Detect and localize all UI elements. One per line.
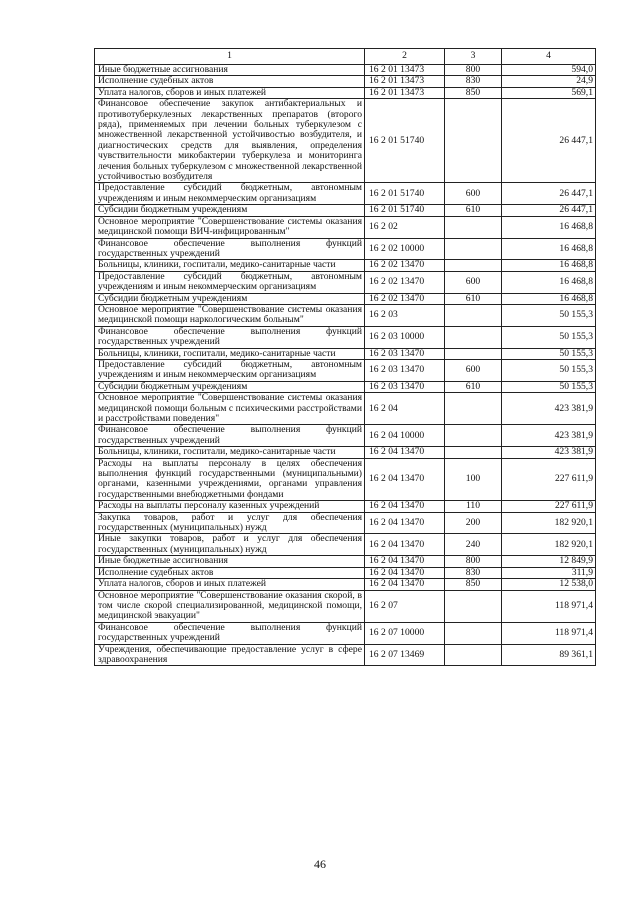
row-code-cell: 16 2 07 10000 <box>365 622 445 644</box>
row-vr-cell <box>445 622 502 644</box>
row-vr-cell <box>445 348 502 359</box>
row-code-cell: 16 2 07 13469 <box>365 644 445 666</box>
row-amount-cell: 50 155,3 <box>502 348 596 359</box>
row-name-cell: Исполнение судебных актов <box>95 567 365 578</box>
row-code-cell: 16 2 01 51740 <box>365 205 445 216</box>
row-amount-cell: 26 447,1 <box>502 205 596 216</box>
col-header-name: 1 <box>95 49 365 65</box>
table-row <box>95 326 596 348</box>
row-amount-cell: 423 381,9 <box>502 447 596 458</box>
row-amount-cell: 182 920,1 <box>502 534 596 556</box>
table-row <box>95 359 596 381</box>
row-name-cell: Основное мероприятие "Совершенствование системы оказания медицинской помощи наркологическим больным" <box>95 304 365 326</box>
row-vr-cell <box>445 216 502 238</box>
row-code-cell: 16 2 03 13470 <box>365 348 445 359</box>
row-amount-cell: 26 447,1 <box>502 99 596 183</box>
row-amount-cell: 182 920,1 <box>502 512 596 534</box>
row-vr-cell <box>445 260 502 271</box>
row-name-cell: Финансовое обеспечение выполнения функций государственных учреждений <box>95 622 365 644</box>
table-row <box>95 556 596 567</box>
row-name-cell: Иные бюджетные ассигнования <box>95 65 365 76</box>
col-header-amount: 4 <box>502 49 596 65</box>
row-vr-cell <box>445 393 502 425</box>
row-vr-cell: 600 <box>445 359 502 381</box>
table-row <box>95 293 596 304</box>
row-vr-cell: 240 <box>445 534 502 556</box>
row-code-cell: 16 2 04 13470 <box>365 501 445 512</box>
table-row <box>95 260 596 271</box>
table-row <box>95 622 596 644</box>
row-name-cell: Субсидии бюджетным учреждениям <box>95 381 365 392</box>
row-vr-cell: 100 <box>445 458 502 501</box>
table-row <box>95 644 596 666</box>
table-row <box>95 65 596 76</box>
row-code-cell: 16 2 01 51740 <box>365 99 445 183</box>
row-vr-cell <box>445 99 502 183</box>
row-amount-cell: 12 849,9 <box>502 556 596 567</box>
row-code-cell: 16 2 04 13470 <box>365 567 445 578</box>
row-name-cell: Основное мероприятие "Совершенствование системы оказания медицинской помощи больным с психическими расстройствами и расстройствами поведения" <box>95 393 365 425</box>
row-vr-cell: 800 <box>445 65 502 76</box>
row-amount-cell: 50 155,3 <box>502 381 596 392</box>
row-name-cell: Основное мероприятие "Совершенствование оказания скорой, в том числе скорой специализированной, медицинской помощи, медицинской эвакуации" <box>95 590 365 622</box>
row-amount-cell: 311,9 <box>502 567 596 578</box>
row-amount-cell: 24,9 <box>502 76 596 87</box>
row-code-cell: 16 2 04 <box>365 393 445 425</box>
row-code-cell: 16 2 03 10000 <box>365 326 445 348</box>
row-amount-cell: 50 155,3 <box>502 304 596 326</box>
row-name-cell: Финансовое обеспечение закупок антибактериальных и противотуберкулезных лекарственных препаратов (второго ряда), применяемых при лечении больных туберкулезом с множественной лекарственной устойчивостью возбудителя, и диагностических средств для выявления, определения чувствительности микобактерии туберкулеза и мониторинга лечения больных туберкулезом с множественной лекарственной устойчивостью возбудителя <box>95 99 365 183</box>
row-code-cell: 16 2 02 13470 <box>365 260 445 271</box>
table-row <box>95 271 596 293</box>
row-name-cell: Субсидии бюджетным учреждениям <box>95 293 365 304</box>
row-vr-cell: 600 <box>445 271 502 293</box>
table-body <box>95 65 596 666</box>
row-vr-cell <box>445 326 502 348</box>
row-amount-cell: 118 971,4 <box>502 590 596 622</box>
table-row <box>95 534 596 556</box>
row-name-cell: Расходы на выплаты персоналу казенных учреждений <box>95 501 365 512</box>
row-code-cell: 16 2 01 13473 <box>365 87 445 98</box>
row-code-cell: 16 2 01 51740 <box>365 183 445 205</box>
row-name-cell: Предоставление субсидий бюджетным, автономным учреждениям и иным некоммерческим организациям <box>95 271 365 293</box>
row-vr-cell: 610 <box>445 381 502 392</box>
row-name-cell: Финансовое обеспечение выполнения функций государственных учреждений <box>95 425 365 447</box>
row-vr-cell: 610 <box>445 205 502 216</box>
row-name-cell: Больницы, клиники, госпитали, медико-санитарные части <box>95 348 365 359</box>
row-amount-cell: 50 155,3 <box>502 326 596 348</box>
row-code-cell: 16 2 03 13470 <box>365 359 445 381</box>
row-amount-cell: 423 381,9 <box>502 393 596 425</box>
row-vr-cell <box>445 590 502 622</box>
row-name-cell: Иные бюджетные ассигнования <box>95 556 365 567</box>
row-name-cell: Уплата налогов, сборов и иных платежей <box>95 579 365 590</box>
row-code-cell: 16 2 02 <box>365 216 445 238</box>
row-amount-cell: 16 468,8 <box>502 293 596 304</box>
row-amount-cell: 594,0 <box>502 65 596 76</box>
row-code-cell: 16 2 04 13470 <box>365 534 445 556</box>
row-code-cell: 16 2 04 10000 <box>365 425 445 447</box>
table-row <box>95 512 596 534</box>
table-header-row <box>95 49 596 65</box>
table-row <box>95 216 596 238</box>
row-code-cell: 16 2 07 <box>365 590 445 622</box>
row-vr-cell <box>445 425 502 447</box>
row-vr-cell: 110 <box>445 501 502 512</box>
row-vr-cell: 830 <box>445 76 502 87</box>
row-name-cell: Субсидии бюджетным учреждениям <box>95 205 365 216</box>
row-code-cell: 16 2 04 13470 <box>365 556 445 567</box>
row-name-cell: Учреждения, обеспечивающие предоставление услуг в сфере здравоохранения <box>95 644 365 666</box>
table-row <box>95 458 596 501</box>
row-code-cell: 16 2 02 13470 <box>365 271 445 293</box>
row-vr-cell: 830 <box>445 567 502 578</box>
table-row <box>95 567 596 578</box>
row-name-cell: Расходы на выплаты персоналу в целях обеспечения выполнения функций государственными (муниципальными) органами, казенными учреждениями, органами управления государственными внебюджетными фондами <box>95 458 365 501</box>
table-row <box>95 501 596 512</box>
row-name-cell: Больницы, клиники, госпитали, медико-санитарные части <box>95 447 365 458</box>
row-code-cell: 16 2 04 13470 <box>365 447 445 458</box>
row-name-cell: Исполнение судебных актов <box>95 76 365 87</box>
row-name-cell: Уплата налогов, сборов и иных платежей <box>95 87 365 98</box>
row-amount-cell: 16 468,8 <box>502 271 596 293</box>
row-amount-cell: 89 361,1 <box>502 644 596 666</box>
row-vr-cell <box>445 447 502 458</box>
row-amount-cell: 227 611,9 <box>502 458 596 501</box>
row-amount-cell: 16 468,8 <box>502 238 596 260</box>
table-row <box>95 238 596 260</box>
table-row <box>95 304 596 326</box>
row-code-cell: 16 2 01 13473 <box>365 65 445 76</box>
row-amount-cell: 569,1 <box>502 87 596 98</box>
row-vr-cell <box>445 238 502 260</box>
row-code-cell: 16 2 04 13470 <box>365 512 445 534</box>
col-header-code: 2 <box>365 49 445 65</box>
row-name-cell: Иные закупки товаров, работ и услуг для обеспечения государственных (муниципальных) нужд <box>95 534 365 556</box>
row-vr-cell: 610 <box>445 293 502 304</box>
table-row <box>95 590 596 622</box>
row-name-cell: Финансовое обеспечение выполнения функций государственных учреждений <box>95 238 365 260</box>
table-row <box>95 99 596 183</box>
row-vr-cell: 600 <box>445 183 502 205</box>
row-vr-cell <box>445 644 502 666</box>
row-amount-cell: 50 155,3 <box>502 359 596 381</box>
row-vr-cell <box>445 304 502 326</box>
row-code-cell: 16 2 03 13470 <box>365 381 445 392</box>
page-number: 46 <box>314 857 326 871</box>
table-row <box>95 87 596 98</box>
row-amount-cell: 26 447,1 <box>502 183 596 205</box>
row-name-cell: Финансовое обеспечение выполнения функций государственных учреждений <box>95 326 365 348</box>
row-name-cell: Предоставление субсидий бюджетным, автономным учреждениям и иным некоммерческим организациям <box>95 183 365 205</box>
row-amount-cell: 12 538,0 <box>502 579 596 590</box>
table-row <box>95 579 596 590</box>
table-row <box>95 348 596 359</box>
row-code-cell: 16 2 04 13470 <box>365 579 445 590</box>
table-row <box>95 447 596 458</box>
table-row <box>95 76 596 87</box>
row-code-cell: 16 2 04 13470 <box>365 458 445 501</box>
row-name-cell: Больницы, клиники, госпитали, медико-санитарные части <box>95 260 365 271</box>
row-amount-cell: 118 971,4 <box>502 622 596 644</box>
row-code-cell: 16 2 02 10000 <box>365 238 445 260</box>
table-row <box>95 381 596 392</box>
row-vr-cell: 850 <box>445 579 502 590</box>
row-code-cell: 16 2 03 <box>365 304 445 326</box>
row-amount-cell: 16 468,8 <box>502 216 596 238</box>
budget-table <box>94 48 596 666</box>
row-amount-cell: 227 611,9 <box>502 501 596 512</box>
row-vr-cell: 850 <box>445 87 502 98</box>
row-amount-cell: 423 381,9 <box>502 425 596 447</box>
row-name-cell: Предоставление субсидий бюджетным, автономным учреждениям и иным некоммерческим организациям <box>95 359 365 381</box>
table-row <box>95 425 596 447</box>
row-amount-cell: 16 468,8 <box>502 260 596 271</box>
row-name-cell: Закупка товаров, работ и услуг для обеспечения государственных (муниципальных) нужд <box>95 512 365 534</box>
table-row <box>95 393 596 425</box>
row-code-cell: 16 2 02 13470 <box>365 293 445 304</box>
row-name-cell: Основное мероприятие "Совершенствование системы оказания медицинской помощи ВИЧ-инфицированным" <box>95 216 365 238</box>
row-vr-cell: 200 <box>445 512 502 534</box>
table-row <box>95 183 596 205</box>
row-code-cell: 16 2 01 13473 <box>365 76 445 87</box>
row-vr-cell: 800 <box>445 556 502 567</box>
col-header-vr: 3 <box>445 49 502 65</box>
table-row <box>95 205 596 216</box>
